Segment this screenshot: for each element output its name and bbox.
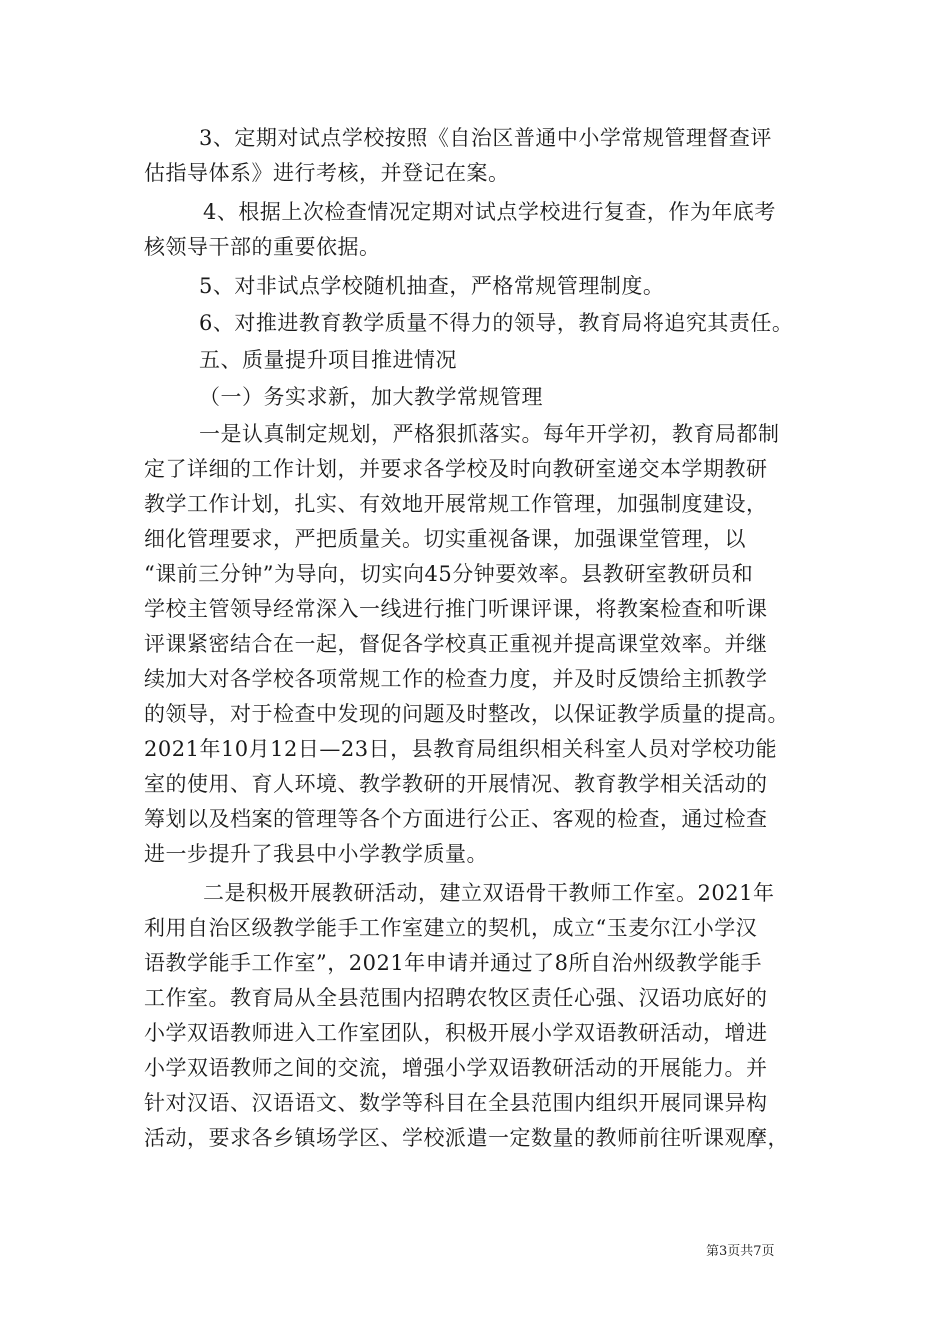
text-line: 语教学能手工作室”，2021年申请并通过了8所自治州级教学能手 [144,951,763,975]
text-line: 续加大对各学校各项常规工作的检查力度，并及时反馈给主抓教学 [144,667,768,691]
page-number: 第3页共7页 [706,1244,775,1259]
text-line: 评课紧密结合在一起，督促各学校真正重视并提高课堂效率。并继 [144,632,768,656]
text-line: 一是认真制定规划，严格狠抓落实。每年开学初，教育局都制 [199,422,780,446]
text-line: 室的使用、育人环境、教学教研的开展情况、教育教学相关活动的 [144,772,768,796]
text-line: 二是积极开展教研活动，建立双语骨干教师工作室。2021年 [203,881,775,905]
text-line: 定了详细的工作计划，并要求各学校及时向教研室递交本学期教研 [144,457,768,481]
text-line: 3、定期对试点学校按照《自治区普通中小学常规管理督查评 [199,126,772,150]
text-line: 小学双语教师之间的交流，增强小学双语教研活动的开展能力。并 [144,1056,768,1080]
text-line: 估指导体系》进行考核，并登记在案。 [144,161,510,185]
text-line: 活动，要求各乡镇场学区、学校派遣一定数量的教师前往听课观摩， [144,1126,789,1150]
text-line: 利用自治区级教学能手工作室建立的契机，成立“玉麦尔江小学汉 [144,916,758,940]
text-line: 工作室。教育局从全县范围内招聘农牧区责任心强、汉语功底好的 [144,986,768,1010]
text-line: 的领导，对于检查中发现的问题及时整改，以保证教学质量的提高。 [144,702,789,726]
text-line: 小学双语教师进入工作室团队，积极开展小学双语教研活动，增进 [144,1021,768,1045]
text-line: 2021年10月12日—23日，县教育局组织相关科室人员对学校功能 [144,737,778,761]
subsection-heading: （一）务实求新，加大教学常规管理 [199,385,543,409]
text-line: “课前三分钟”为导向，切实向45分钟要效率。县教研室教研员和 [144,562,754,586]
text-line: 6、对推进教育教学质量不得力的领导，教育局将追究其责任。 [199,311,794,335]
text-line: 针对汉语、汉语语文、数学等科目在全县范围内组织开展同课异构 [144,1091,768,1115]
text-line: 5、对非试点学校随机抽查，严格常规管理制度。 [199,274,665,298]
text-line: 4、根据上次检查情况定期对试点学校进行复查，作为年底考 [203,200,776,224]
section-heading: 五、质量提升项目推进情况 [199,348,457,372]
text-line: 细化管理要求，严把质量关。切实重视备课，加强课堂管理，以 [144,527,746,551]
text-line: 教学工作计划，扎实、有效地开展常规工作管理，加强制度建设， [144,492,768,516]
text-line: 进一步提升了我县中小学教学质量。 [144,842,488,866]
text-line: 筹划以及档案的管理等各个方面进行公正、客观的检查，通过检查 [144,807,768,831]
text-line: 学校主管领导经常深入一线进行推门听课评课，将教案检查和听课 [144,597,768,621]
text-line: 核领导干部的重要依据。 [144,235,381,259]
